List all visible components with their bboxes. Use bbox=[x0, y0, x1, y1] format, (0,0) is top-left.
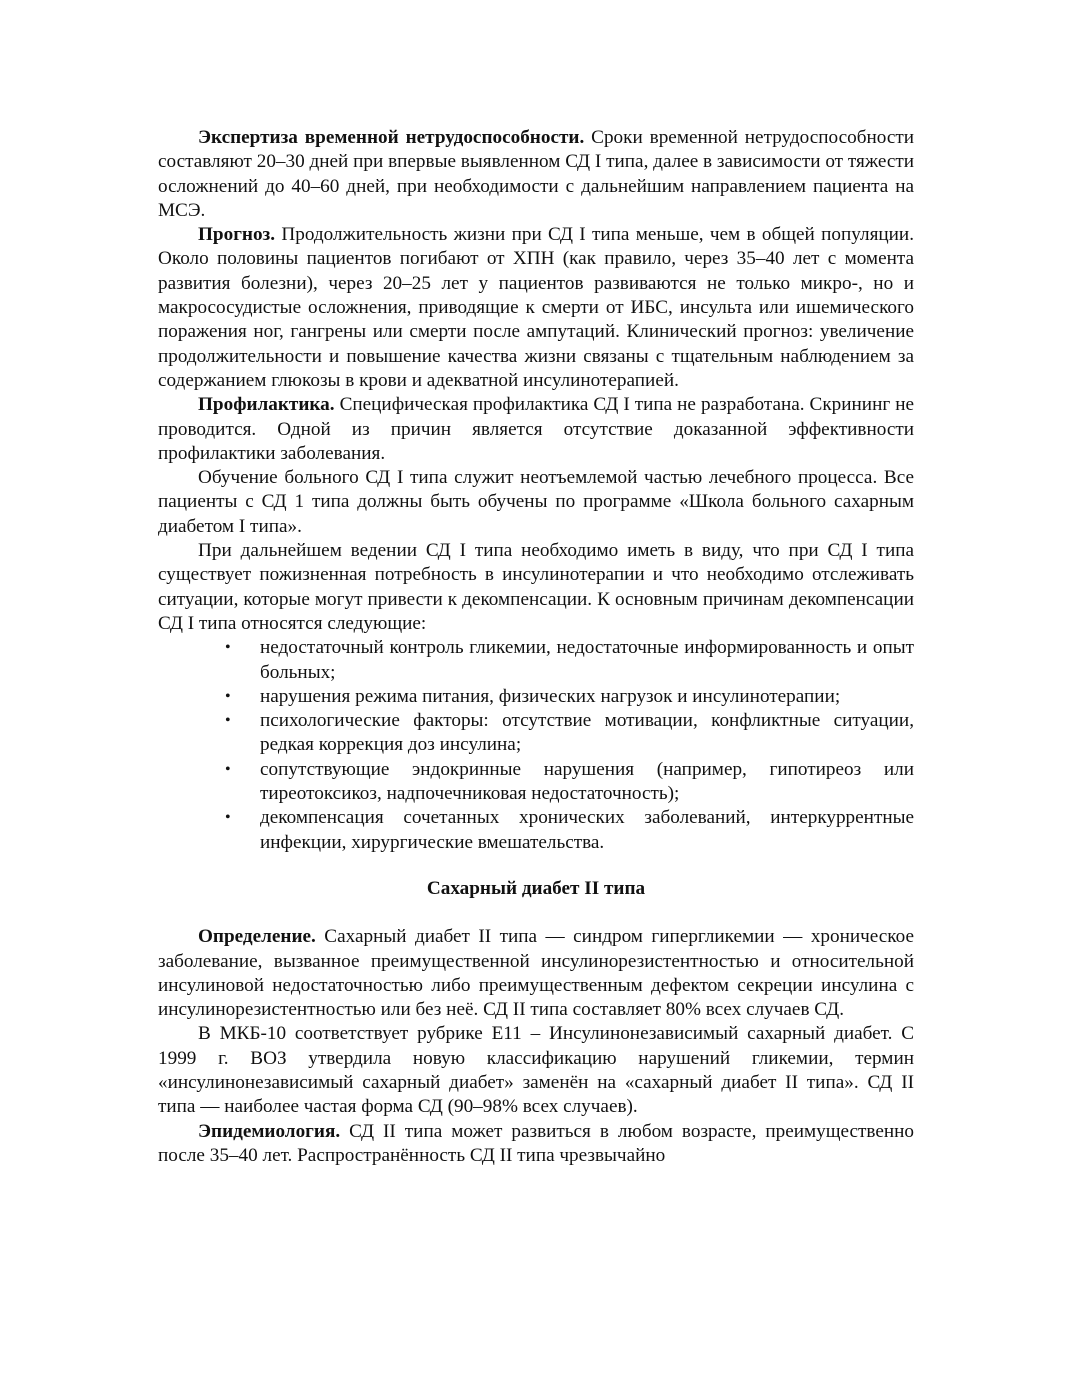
section-title: Сахарный диабет II типа bbox=[426, 877, 646, 899]
list-item bbox=[225, 806, 914, 855]
section-type2 bbox=[158, 925, 914, 1168]
paragraph-text: При дальнейшем ведении СД I типа необходимо иметь в виду, что при СД I типа существует пожизненная потребность в инсулинотерапии и что необходимо отслеживать ситуации, которые могут привести к декомпенсации. К основным причинам декомпенсации СД I типа относятся следующие: bbox=[158, 540, 914, 634]
paragraph-text: Продолжительность жизни при СД I типа меньше, чем в общей популяции. Около половины пациентов погибают от ХПН (как правило, через 35–40 лет с момента развития болезни), через 20–25 лет у пациентов развиваются не только микро-, но и макрососудистые осложнения, приводящие к смерти от ИБС, инсульта или ишемического поражения ног, гангрены или смерти после ампутаций. Клинический прогноз: увеличение продолжительности и повышение качества жизни связаны с тщательным наблюдением за содержанием глюкозы в крови и адекватной инсулинотерапией. bbox=[158, 224, 914, 391]
bullet-icon: • bbox=[225, 809, 231, 827]
list-item-text: недостаточный контроль гликемии, недостаточные информированность и опыт больных; bbox=[260, 637, 914, 683]
paragraph-text: Сроки временной нетрудоспособности составляют 20–30 дней при впервые выявленном СД I типа, далее в зависимости от тяжести осложнений до 40–60 дней, при необходимости с дальнейшим направлением пациента на МСЭ. bbox=[158, 127, 914, 221]
list-item-text: психологические факторы: отсутствие мотивации, конфликтные ситуации, редкая коррекция доз инсулина; bbox=[260, 710, 914, 756]
paragraph-definition bbox=[158, 925, 914, 1022]
paragraph-education bbox=[158, 466, 914, 539]
paragraph-prognosis bbox=[158, 223, 914, 393]
paragraph-text: В МКБ-10 соответствует рубрике E11 – Инсулинонезависимый сахарный диабет. С 1999 г. ВОЗ утвердила новую классификацию нарушений гликемии, термин «инсулинонезависимый сахарный диабет» заменён на «сахарный диабет II типа». СД II типа — наиболее частая форма СД (90–98% всех случаев). bbox=[158, 1023, 914, 1118]
paragraph-text: Обучение больного СД I типа служит неотъемлемой частью лечебного процесса. Все пациенты с СД 1 типа должны быть обучены по программе «Школа больного сахарным диабетом I типа». bbox=[158, 467, 914, 537]
paragraph-lead: Профилактика. bbox=[198, 394, 335, 416]
bullet-icon: • bbox=[225, 639, 231, 657]
document-page bbox=[158, 126, 914, 1168]
bullet-icon: • bbox=[225, 712, 231, 730]
list-item-text: сопутствующие эндокринные нарушения (например, гипотиреоз или тиреотоксикоз, надпочечниковая недостаточность); bbox=[260, 758, 914, 805]
paragraph-lead: Эпидемиология. bbox=[198, 1120, 341, 1142]
paragraph-lead: Прогноз. bbox=[198, 224, 276, 246]
paragraph-lead: Определение. bbox=[198, 926, 316, 948]
paragraph-text: Сахарный диабет II типа — синдром гипергликемии — хроническое заболевание, вызванное преимущественной инсулинорезистентностью и относительной инсулиновой недостаточностью либо преимущественным дефектом секреции инсулина с инсулинорезистентностью или без неё. СД II типа составляет 80% всех случаев СД. bbox=[158, 926, 914, 1021]
paragraph-prevention bbox=[158, 393, 914, 466]
paragraph-icd bbox=[158, 1022, 914, 1119]
paragraph-epidemiology bbox=[158, 1120, 914, 1169]
list-item-text: декомпенсация сочетанных хронических заболеваний, интеркуррентные инфекции, хирургические вмешательства. bbox=[260, 807, 914, 853]
bullet-icon: • bbox=[225, 687, 231, 705]
paragraph-expertise bbox=[158, 126, 914, 223]
paragraph-text: СД II типа может развиться в любом возрасте, преимущественно после 35–40 лет. Распространённость СД II типа чрезвычайно bbox=[158, 1120, 914, 1166]
paragraph-text: Специфическая профилактика СД I типа не разработана. Скрининг не проводится. Одной из причин является отсутствие доказанной эффективности профилактики заболевания. bbox=[158, 394, 914, 464]
paragraph-lead: Экспертиза временной нетрудоспособности. bbox=[198, 127, 585, 148]
list-item bbox=[225, 636, 914, 685]
list-item-text: нарушения режима питания, физических нагрузок и инсулинотерапии; bbox=[260, 685, 841, 707]
decompensation-causes-list bbox=[158, 636, 914, 855]
list-item bbox=[225, 709, 914, 758]
bullet-icon: • bbox=[225, 760, 231, 778]
list-item bbox=[225, 685, 914, 709]
paragraph-management bbox=[158, 539, 914, 636]
section-type1-tail bbox=[158, 126, 914, 855]
list-item bbox=[225, 758, 914, 807]
